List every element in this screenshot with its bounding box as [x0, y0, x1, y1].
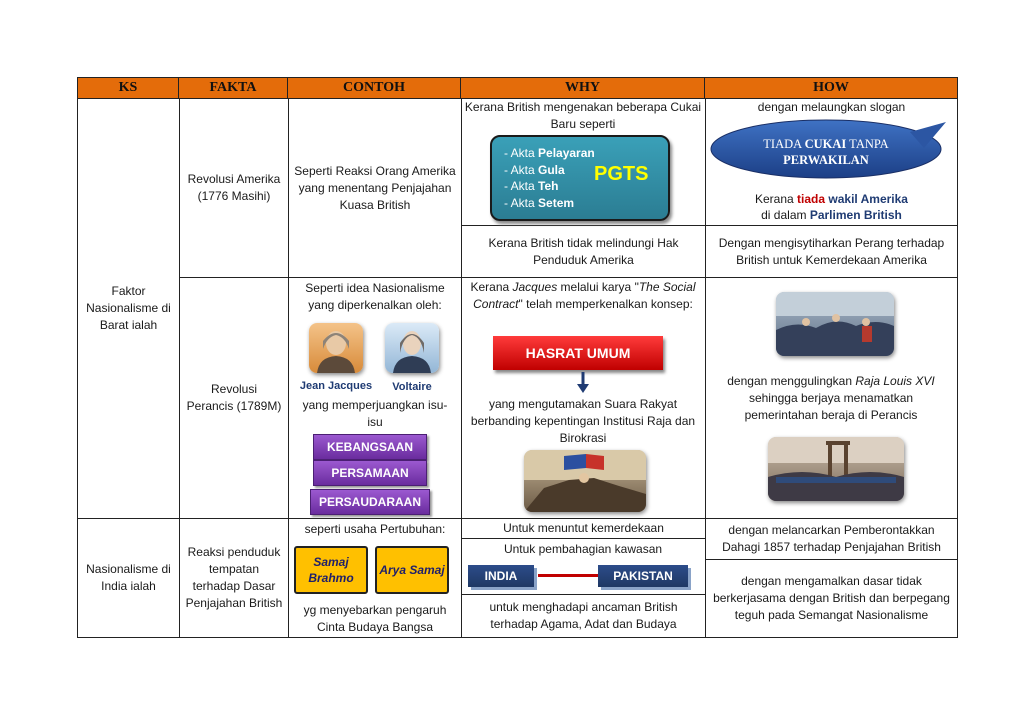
why-perancis-end: yang mengutamakan Suara Rakyat berbanding kepentingan Institusi Raja dan Birokrasi — [470, 397, 696, 445]
why-amerika-hak: Kerana British tidak melindungi Hak Penduduk Amerika — [488, 235, 679, 267]
voltaire-portrait — [385, 323, 439, 373]
akta-list — [504, 145, 595, 211]
why-india-pembahagian: Untuk pembahagian kawasan — [503, 542, 663, 556]
isu-kebangsaan: KEBANGSAAN — [313, 434, 427, 460]
akta-box — [490, 135, 670, 221]
akta-item: - Akta Setem — [504, 195, 575, 210]
how-perancis-line-1: dengan menggulingkan Raja Louis XVI — [727, 374, 935, 388]
india-why-divider-1 — [461, 538, 705, 539]
org-samaj-brahmo: Samaj Brahmo — [294, 546, 368, 594]
why-perancis-intro: Kerana Jacques melalui karya "The Social Contract" telah memperkenalkan konsep: — [470, 280, 696, 311]
how-perancis-rest: sehingga berjaya menamatkan pemerintahan beraja di Perancis — [744, 391, 918, 422]
revolution-scene-icon — [776, 292, 894, 356]
ks-barat: Faktor Nasionalisme di Barat ialah — [86, 284, 171, 332]
table-border-bottom — [77, 637, 958, 638]
org-arya-samaj: Arya Samaj — [375, 546, 449, 594]
why-india-ancaman: untuk menghadapi ancaman British terhadap Agama, Adat dan Budaya — [489, 600, 678, 631]
how-perancis-text — [712, 373, 950, 424]
fakta-india: Reaksi penduduk tempatan terhadap Dasar Penjajahan British — [185, 545, 283, 610]
how-amerika-intro: dengan melaungkan slogan — [757, 100, 906, 114]
contoh-india-end: yg menyebarkan pengaruh Cinta Budaya Bangsa — [303, 603, 447, 634]
slogan-bubble — [710, 118, 948, 180]
header-ks: KS — [77, 77, 179, 98]
painting-icon — [524, 450, 646, 512]
why-india-kemerdekaan: Untuk menuntut kemerdekaan — [503, 521, 664, 535]
liberty-painting — [524, 450, 646, 512]
how-amerika-perang: Dengan mengisytiharkan Perang terhadap British untuk Kemerdekaan Amerika — [718, 235, 945, 267]
header-fakta: FAKTA — [179, 77, 288, 98]
table-border-top — [77, 77, 958, 78]
slogan-text — [710, 136, 942, 168]
hasrat-umum-box: HASRAT UMUM — [493, 336, 663, 370]
voltaire-label: Voltaire — [392, 381, 432, 393]
contoh-india-intro: seperti usaha Pertubuhan: — [304, 522, 446, 536]
fakta-perancis: Revolusi Perancis (1789M) — [186, 382, 282, 413]
fakta-amerika: Revolusi Amerika (1776 Masihi) — [187, 172, 281, 203]
how-india-nasionalisme: dengan mengamalkan dasar tidak berkerjasama dengan British dan berpegang teguh pada Semangat Nasionalisme — [713, 574, 950, 622]
country-india-box: INDIA — [468, 565, 534, 587]
table-border-right — [957, 77, 958, 638]
how-india-dahagi: dengan melancarkan Pemberontakkan Dahagi 1857 terhadap Penjajahan British — [722, 523, 941, 554]
portrait-icon — [385, 323, 439, 373]
contoh-amerika: Seperti Reaksi Orang Amerika yang menentang Penjajahan Kuasa British — [294, 163, 456, 212]
isu-persamaan: PERSAMAAN — [313, 460, 427, 486]
revolution-image-2 — [768, 437, 904, 501]
akta-item: - Akta Teh — [504, 179, 559, 193]
contoh-perancis-intro: Seperti idea Nasionalisme yang diperkenalkan oleh: — [305, 281, 445, 312]
why-amerika-cukai: Kerana British mengenakan beberapa Cukai Baru seperti — [464, 100, 702, 131]
row-divider-amerika-perancis — [179, 277, 958, 278]
jean-jacques-label: Jean Jacques — [299, 380, 373, 392]
how-amerika-parlimen: di dalam Parlimen British — [761, 208, 902, 222]
portrait-icon — [309, 323, 363, 373]
contoh-perancis-mid: yang memperjuangkan isu-isu — [302, 398, 448, 429]
isu-persaudaraan: PERSAUDARAAN — [310, 489, 430, 515]
slogan-line-2: PERWAKILAN — [783, 153, 869, 167]
revolution-image-1 — [776, 292, 894, 356]
guillotine-scene-icon — [768, 437, 904, 501]
ks-india: Nasionalisme di India ialah — [86, 562, 171, 593]
header-why: WHY — [461, 77, 705, 98]
pgts-label: PGTS — [594, 163, 649, 185]
header-contoh: CONTOH — [288, 77, 461, 98]
country-pakistan-box: PAKISTAN — [598, 565, 688, 587]
akta-item: - Akta Pelayaran — [504, 146, 595, 160]
how-amerika-tiada-wakil: Kerana tiada wakil Amerika — [755, 192, 908, 206]
akta-item: - Akta Gula — [504, 162, 565, 177]
header-how: HOW — [705, 77, 958, 98]
col-divider-3 — [461, 98, 462, 638]
slogan-line-1: TIADA CUKAI TANPA — [763, 137, 889, 151]
jean-jacques-portrait — [309, 323, 363, 373]
partition-connector — [538, 574, 600, 577]
arrow-down-icon — [576, 372, 590, 394]
